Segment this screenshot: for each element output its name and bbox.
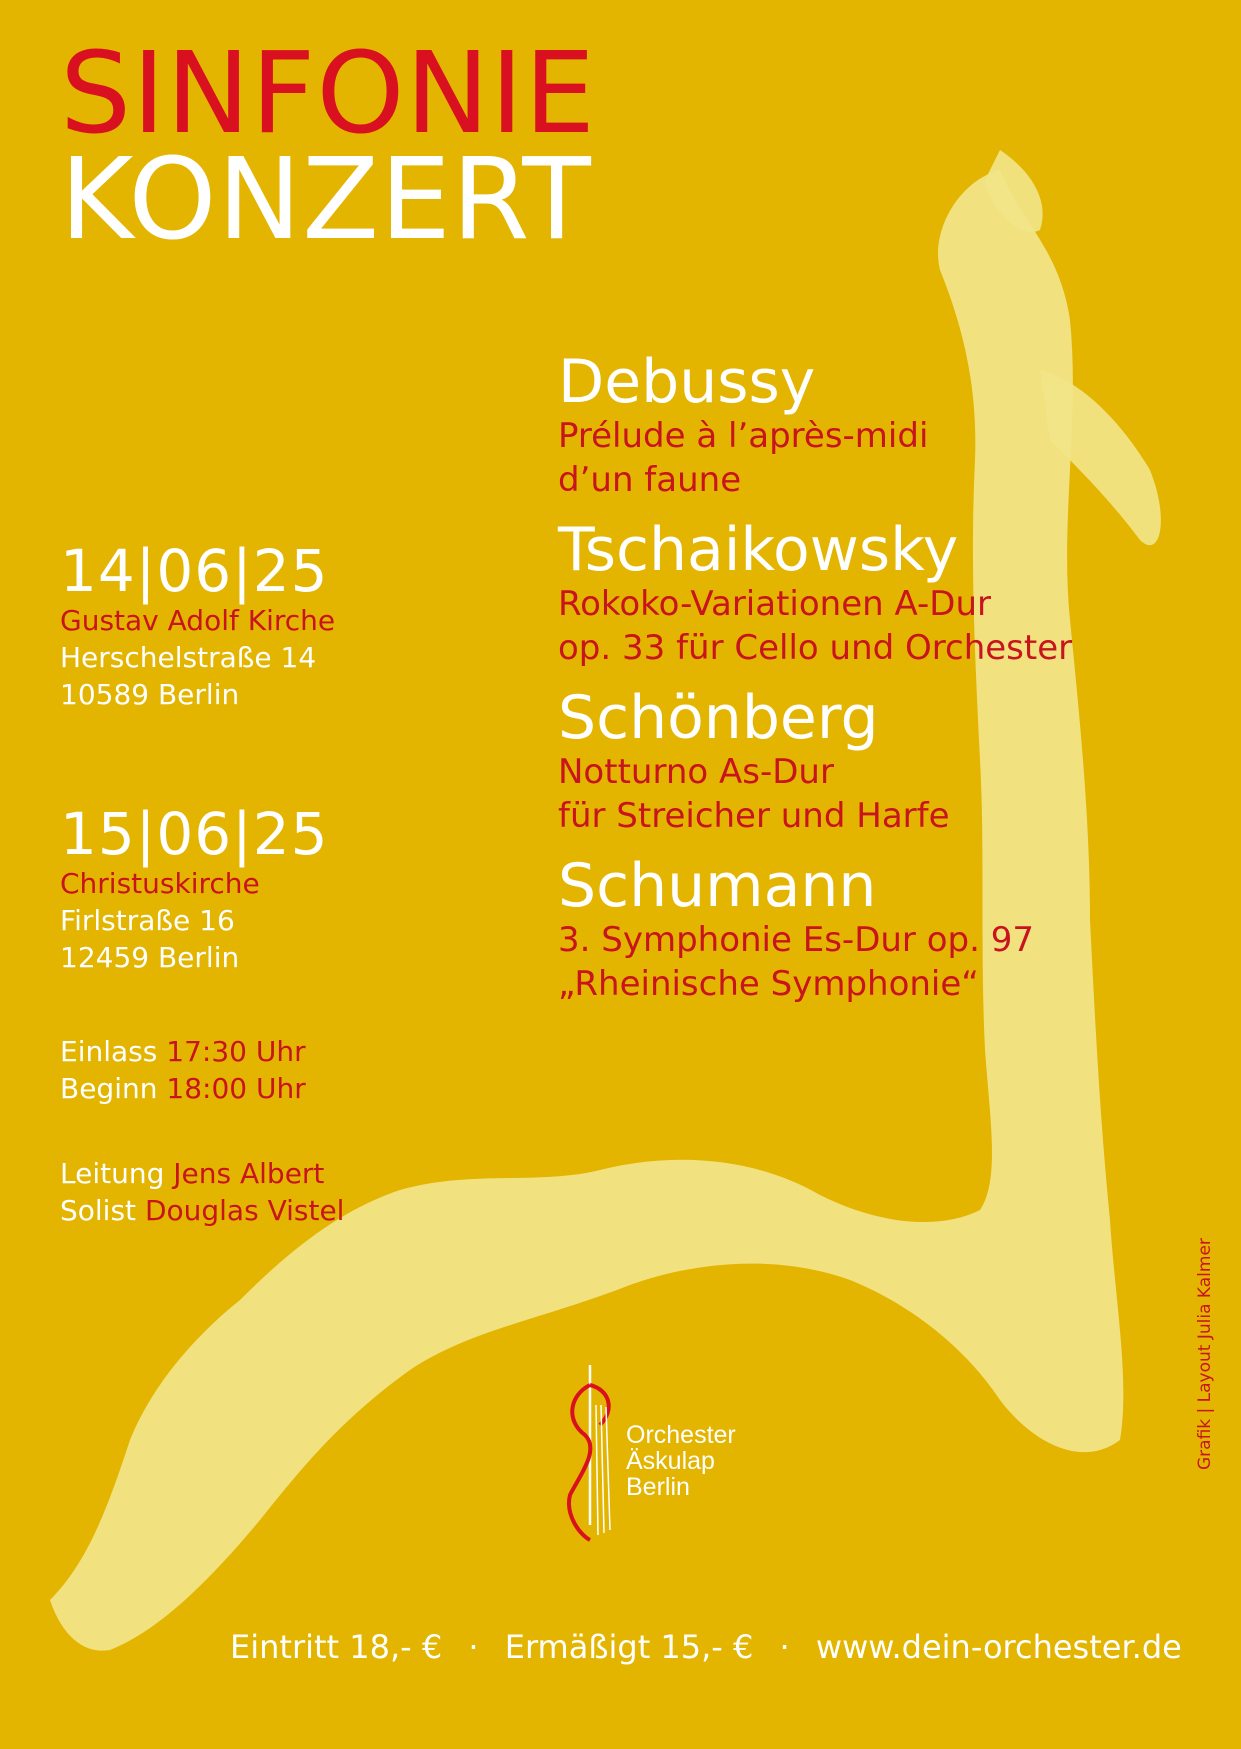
logo-line-3: Berlin (626, 1473, 690, 1501)
event-1 (60, 537, 336, 713)
time-info (60, 1033, 306, 1107)
orchestra-logo-text (626, 1422, 736, 1500)
program-item (558, 851, 1198, 1006)
composer-name: Debussy (558, 347, 816, 417)
composer-name: Schönberg (558, 683, 879, 753)
admission-label: Einlass (60, 1035, 158, 1068)
piece-line: 3. Symphonie Es-Dur op. 97 (558, 920, 1034, 960)
program-item (558, 347, 1198, 502)
reduced-price: Ermäßigt 15,- € (504, 1628, 754, 1666)
soloist-label: Solist (60, 1194, 137, 1227)
soloist-name: Douglas Vistel (144, 1194, 345, 1227)
event-date: 14|06|25 (60, 537, 329, 605)
event-city: 10589 Berlin (60, 678, 240, 711)
event-venue: Christuskirche (60, 867, 260, 900)
program-item (558, 515, 1198, 670)
piece-line: Rokoko-Variationen A-Dur (558, 584, 991, 624)
start-label: Beginn (60, 1072, 158, 1105)
event-2 (60, 800, 329, 976)
event-date: 15|06|25 (60, 800, 329, 868)
composer-name: Schumann (558, 851, 877, 921)
separator: · (779, 1628, 790, 1666)
program-list (558, 347, 1198, 1022)
title-line-2: KONZERT (60, 135, 592, 265)
start-time: 18:00 Uhr (166, 1072, 306, 1105)
piece-line: „Rheinische Symphonie“ (558, 964, 979, 1004)
event-venue: Gustav Adolf Kirche (60, 604, 336, 637)
start-line (60, 1070, 306, 1107)
event-street: Herschelstraße 14 (60, 641, 317, 674)
piece-line: op. 33 für Cello und Orchester (558, 628, 1073, 668)
conductor-label: Leitung (60, 1157, 165, 1190)
design-credit: Grafik | Layout Julia Kalmer (1195, 1238, 1215, 1470)
website-link[interactable]: www.dein-orchester.de (815, 1628, 1182, 1666)
conductor-line (60, 1155, 344, 1192)
logo-line-2: Äskulap (626, 1447, 715, 1475)
soloist-line (60, 1192, 344, 1229)
piece-line: Notturno As-Dur (558, 752, 834, 792)
admission-line (60, 1033, 306, 1070)
admission-time: 17:30 Uhr (166, 1035, 306, 1068)
footer (230, 1628, 1182, 1666)
poster-title (60, 29, 597, 265)
event-street: Firlstraße 16 (60, 904, 235, 937)
separator: · (468, 1628, 479, 1666)
people-info (60, 1155, 344, 1229)
program-item (558, 683, 1198, 838)
event-city: 12459 Berlin (60, 941, 240, 974)
piece-line: d’un faune (558, 460, 742, 500)
title-line-1: SINFONIE (60, 29, 597, 159)
conductor-name: Jens Albert (173, 1157, 325, 1190)
logo-line-1: Orchester (626, 1421, 736, 1449)
piece-line: Prélude à l’après-midi (558, 416, 929, 456)
piece-line: für Streicher und Harfe (558, 796, 950, 836)
admission-price: Eintritt 18,- € (230, 1628, 443, 1666)
composer-name: Tschaikowsky (558, 515, 959, 585)
